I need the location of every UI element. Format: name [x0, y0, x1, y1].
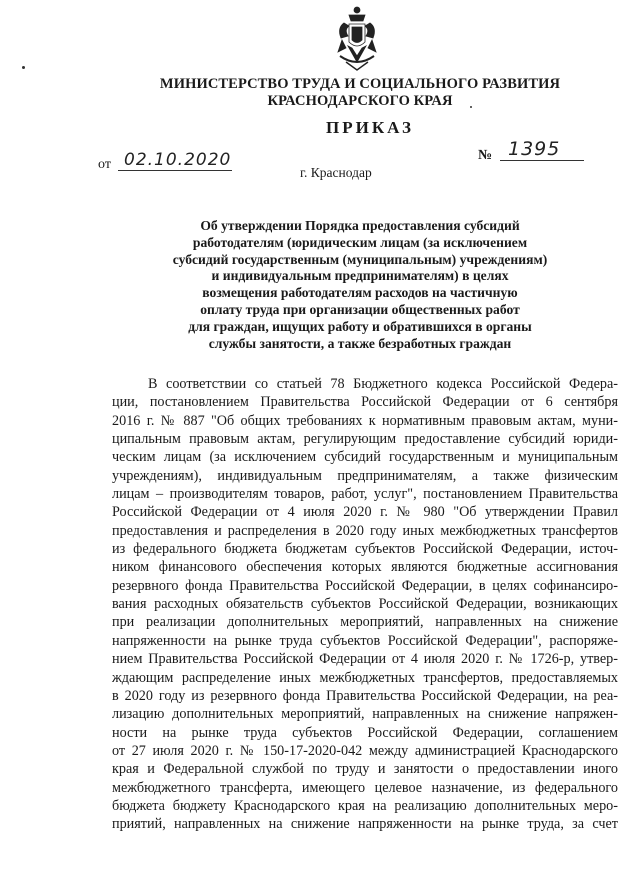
handwritten-number: 1395 [500, 138, 584, 161]
body-line: ности на рынке труда субъектов Российской Федерации, соглашением [112, 724, 618, 741]
ministry-line-2: КРАСНОДАРСКОГО КРАЯ [267, 93, 453, 109]
body-line: напряженности на рынке труда субъектов Российской Федерации", распоряже- [112, 632, 618, 649]
title-line: и индивидуальным предпринимателям) в целях [211, 268, 509, 284]
body-line: учреждениям), индивидуальным предпринимателям, а также физическим [112, 467, 618, 484]
number-label: № [478, 148, 493, 163]
body-paragraph [112, 375, 618, 834]
scan-speck [470, 106, 472, 108]
city-label: г. Краснодар [300, 165, 372, 180]
title-line: для граждан, ищущих работу и обратившихся в органы [188, 318, 532, 334]
body-line: края и Федеральной службой по труду и занятости о предоставлении иного [112, 761, 618, 778]
title-line: оплату труда при организации общественных работ [200, 301, 520, 317]
body-line: лизацию дополнительных мероприятий, направленных на снижение напряжен- [112, 706, 618, 723]
body-line: 2016 г. № 887 "Об общих требованиях к нормативным правовым актам, муни- [112, 412, 618, 429]
title-line: Об утверждении Порядка предоставления субсидий [200, 218, 520, 233]
title-line: службы занятости, а также безработных граждан [208, 335, 512, 351]
body-line: из федерального бюджета бюджетам субъектов Российской Федерации, источ- [112, 541, 618, 558]
body-line: от 27 июля 2020 г. № 150-17-2020-042 между администрацией Краснодарского [112, 742, 618, 759]
ministry-name [150, 76, 570, 110]
title-line: работодателям (юридическим лицам (за исключением [192, 234, 528, 250]
body-line: лицам – производителям товаров, работ, услуг", постановлением Правительства [112, 486, 618, 503]
body-line: ции, постановлением Правительства Российской Федерации от 6 сентября [112, 394, 618, 411]
title-line: субсидий государственным (муниципальным) учреждениям) [172, 251, 548, 267]
body-line: в 2020 году из резервного фонда Правительства Российской Федерации, на реа- [112, 687, 618, 704]
body-line: при реализации дополнительных мероприятий, направленных на снижение [112, 614, 618, 631]
body-line: Российской Федерации от 4 июля 2020 г. № 980 "Об утверждении Правил [112, 504, 618, 521]
document-title [140, 218, 580, 352]
body-line: бюджета бюджету Краснодарского края на реализацию дополнительных меро- [112, 797, 618, 814]
body-line: межбюджетного трансферта, имеющего целевое назначение, из федерального [112, 779, 618, 796]
body-line: вания расходных обязательств субъектов Российской Федерации, возникающих [112, 596, 618, 613]
body-line: резервного фонда Правительства Российской Федерации, в целях софинансиро- [112, 577, 618, 594]
body-line: В соответствии со статьей 78 Бюджетного кодекса Российской Федера- [148, 376, 618, 392]
title-line: возмещения работодателям расходов на частичную [202, 285, 518, 301]
body-line: предоставления и распределения в 2020 году иных межбюджетных трансфертов [112, 522, 618, 539]
body-line: ником финансового обеспечения которых являются бюджетные ассигнования [112, 559, 618, 576]
date-label: от [98, 157, 111, 172]
body-line: приятий, направленных на снижение напряженности на рынке труда, за счет [112, 816, 618, 833]
handwritten-date: 02.10.2020 [118, 150, 232, 171]
scan-speck [22, 66, 25, 69]
body-line: нием Правительства Российской Федерации от 4 июля 2020 г. № 1726-р, утвер- [112, 651, 618, 668]
document-type-heading: ПРИКАЗ [326, 118, 414, 137]
body-line: ческим лицам (за исключением субсидий государственным и муниципальным [112, 449, 618, 466]
body-line: ждающим распределение иных межбюджетных трансфертов, предоставляемых [112, 669, 618, 686]
krasnodar-coat-of-arms-icon [334, 6, 380, 72]
ministry-line-1: МИНИСТЕРСТВО ТРУДА И СОЦИАЛЬНОГО РАЗВИТИЯ [159, 76, 561, 92]
body-line: ципальным правовым актам, регулирующим предоставление субсидий юриди- [112, 431, 618, 448]
